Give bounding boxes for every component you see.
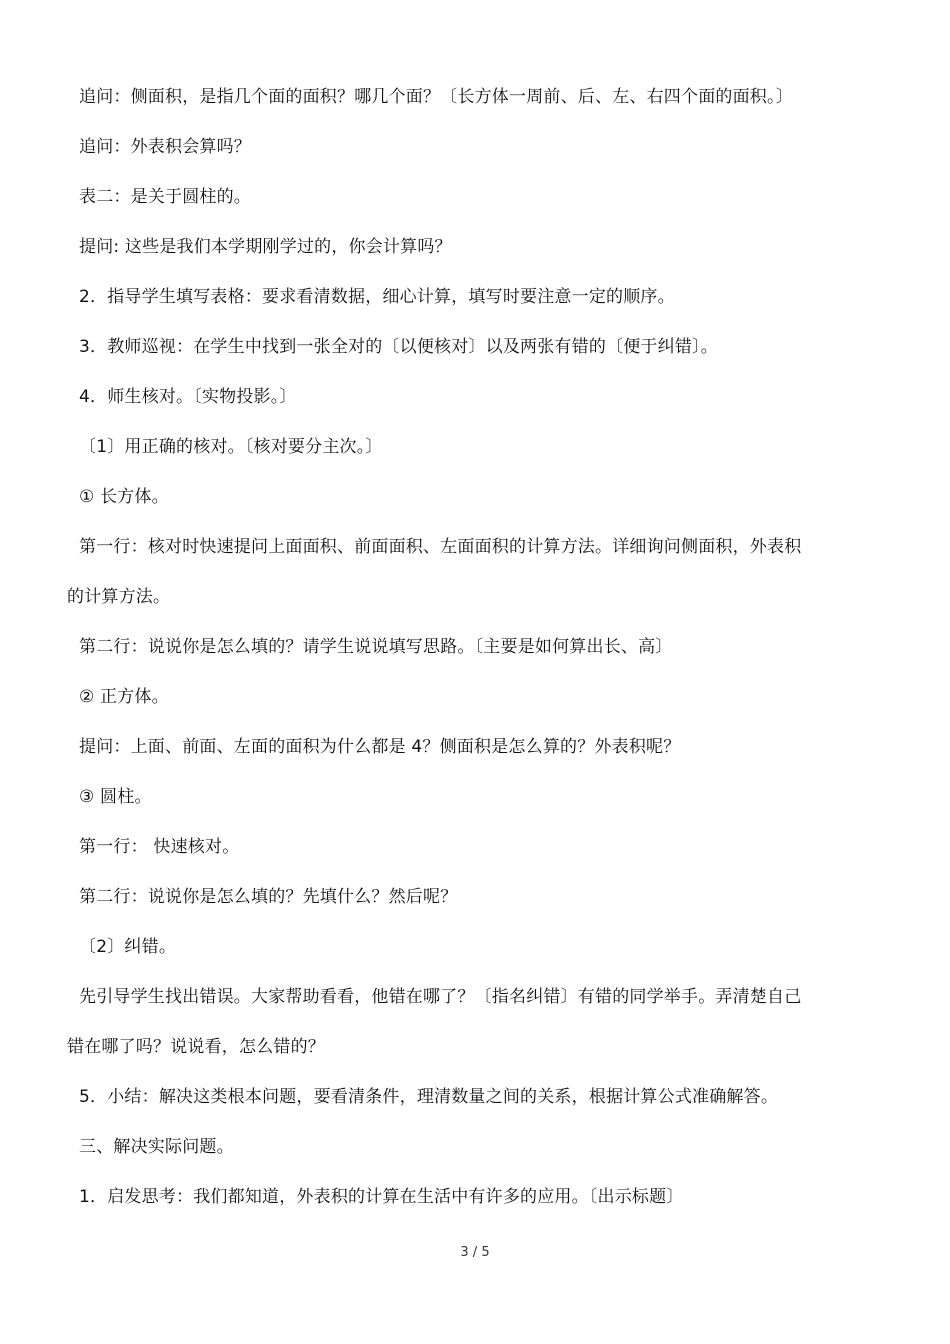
text-line: 提问: 这些是我们本学期刚学过的，你会计算吗？ [79, 237, 452, 257]
text-line: 2．指导学生填写表格：要求看清数据，细心计算，填写时要注意一定的顺序。 [79, 287, 675, 307]
text-line: 4．师生核对。〔实物投影。〕 [79, 387, 297, 407]
text-line: ① 长方体。 [79, 487, 169, 507]
text-line: 第一行：核对时快速提问上面面积、前面面积、左面面积的计算方法。详细询问侧面积，外表积 [79, 537, 802, 557]
text-line: 的计算方法。 [67, 587, 171, 607]
text-line: 追问：侧面积，是指几个面的面积？哪几个面？〔长方体一周前、后、左、右四个面的面积。〕 [79, 87, 793, 107]
text-line: 〔2〕纠错。 [79, 937, 177, 957]
text-line: 3．教师巡视：在学生中找到一张全对的〔以便核对〕以及两张有错的〔便于纠错〕。 [79, 337, 718, 357]
text-line: 错在哪了吗？说说看，怎么错的？ [67, 1037, 325, 1057]
text-line: 追问：外表积会算吗？ [79, 137, 251, 157]
text-line: 提问：上面、前面、左面的面积为什么都是 4？侧面积是怎么算的？外表积呢？ [79, 737, 681, 757]
text-line: 第一行： 快速核对。 [79, 837, 240, 857]
text-line: 第二行：说说你是怎么填的？请学生说说填写思路。〔主要是如何算出长、高〕 [79, 637, 673, 657]
text-line: 表二：是关于圆柱的。 [79, 187, 251, 207]
text-line: ② 正方体。 [79, 687, 169, 707]
text-line: 〔1〕用正确的核对。〔核对要分主次。〕 [79, 437, 383, 457]
text-line: 5．小结：解决这类根本问题，要看清条件，理清数量之间的关系，根据计算公式准确解答。 [79, 1087, 779, 1107]
text-line: 三、解决实际问题。 [79, 1137, 234, 1157]
page-number: 3 / 5 [460, 1245, 490, 1260]
text-line: 1．启发思考：我们都知道，外表积的计算在生活中有许多的应用。〔出示标题〕 [79, 1187, 684, 1207]
text-line: 第二行：说说你是怎么填的？先填什么？然后呢？ [79, 887, 458, 907]
text-line: 先引导学生找出错误。大家帮助看看，他错在哪了？〔指名纠错〕有错的同学举手。弄清楚自己 [79, 987, 802, 1007]
text-line: ③ 圆柱。 [79, 787, 152, 807]
